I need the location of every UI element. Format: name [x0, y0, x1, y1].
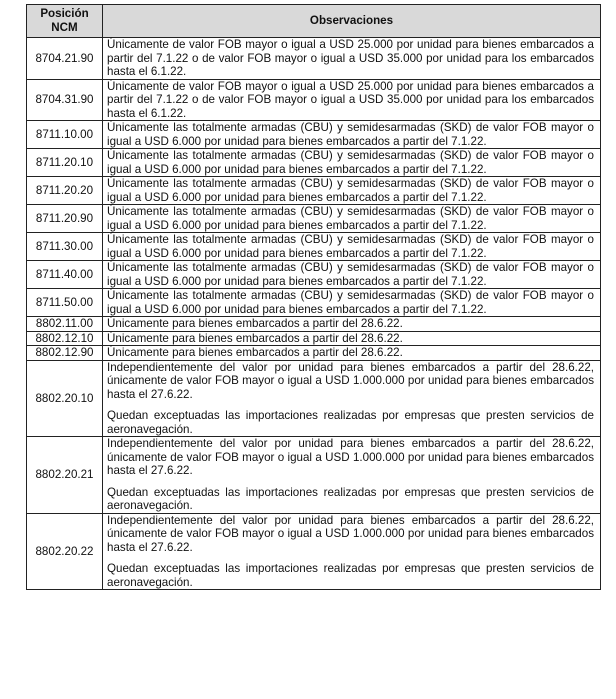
table-row [27, 177, 601, 205]
ncm-code-cell: 8704.21.90 [27, 38, 103, 80]
ncm-code-cell: 8802.20.21 [27, 437, 103, 514]
observation-cell [103, 360, 601, 437]
observation-cell [103, 79, 601, 121]
ncm-code-cell: 8802.11.00 [27, 317, 103, 332]
ncm-code-cell: 8711.20.20 [27, 177, 103, 205]
ncm-code-cell: 8711.40.00 [27, 261, 103, 289]
table-row [27, 233, 601, 261]
ncm-code-cell: 8802.20.22 [27, 513, 103, 590]
observation-note: Quedan exceptuadas las importaciones realizadas por empresas que presten servicios de aeronavegación. [107, 485, 594, 512]
table-header-row [27, 5, 601, 38]
observation-note: Quedan exceptuadas las importaciones realizadas por empresas que presten servicios de aeronavegación. [107, 562, 594, 589]
observation-cell [103, 331, 601, 346]
observation-text: Únicamente para bienes embarcados a partir del 28.6.22. [107, 317, 403, 330]
ncm-code-cell: 8802.12.10 [27, 331, 103, 346]
observation-cell [103, 205, 601, 233]
table-row [27, 331, 601, 346]
ncm-code-cell: 8711.10.00 [27, 121, 103, 149]
header-posicion-line2: NCM [51, 21, 78, 34]
observation-text: Únicamente para bienes embarcados a partir del 28.6.22. [107, 346, 403, 359]
observation-text: Independientemente del valor por unidad para bienes embarcados a partir del 28.6.22, únicamente de valor FOB mayor o igual a USD 1.000.000 por unidad para bienes embarcados hasta el 27.6.22. [107, 513, 594, 554]
table-row [27, 513, 601, 590]
observation-text: Únicamente las totalmente armadas (CBU) y semidesarmadas (SKD) de valor FOB mayor o igual a USD 6.000 por unidad para bienes embarcados a partir del 7.1.22. [107, 121, 594, 148]
table-row [27, 437, 601, 514]
ncm-code-cell: 8704.31.90 [27, 79, 103, 121]
observation-text: Únicamente las totalmente armadas (CBU) y semidesarmadas (SKD) de valor FOB mayor o igual a USD 6.000 por unidad para bienes embarcados a partir del 7.1.22. [107, 289, 594, 316]
observation-cell [103, 513, 601, 590]
observation-cell [103, 149, 601, 177]
observation-text: Únicamente de valor FOB mayor o igual a USD 25.000 por unidad para bienes embarcados a partir del 7.1.22 o de valor FOB mayor o igual a USD 35.000 por unidad para los embarcados hasta el 6.1.22. [107, 79, 594, 120]
observation-text: Independientemente del valor por unidad para bienes embarcados a partir del 28.6.22, únicamente de valor FOB mayor o igual a USD 1.000.000 por unidad para bienes embarcados hasta el 27.6.22. [107, 437, 594, 477]
ncm-code-cell: 8802.12.90 [27, 346, 103, 361]
ncm-code-cell: 8802.20.10 [27, 360, 103, 437]
ncm-code-cell: 8711.20.90 [27, 205, 103, 233]
observation-text: Independientemente del valor por unidad para bienes embarcados a partir del 28.6.22, únicamente de valor FOB mayor o igual a USD 1.000.000 por unidad para bienes embarcados hasta el 27.6.22. [107, 360, 594, 401]
header-posicion-line1: Posición [40, 7, 89, 20]
table-row [27, 79, 601, 121]
observation-text: Únicamente las totalmente armadas (CBU) y semidesarmadas (SKD) de valor FOB mayor o igual a USD 6.000 por unidad para bienes embarcados a partir del 7.1.22. [107, 205, 594, 232]
observation-cell [103, 437, 601, 514]
observation-cell [103, 233, 601, 261]
observation-text: Únicamente de valor FOB mayor o igual a USD 25.000 por unidad para bienes embarcados a partir del 7.1.22 o de valor FOB mayor o igual a USD 35.000 por unidad para los embarcados hasta el 6.1.22. [107, 38, 594, 78]
table-row [27, 289, 601, 317]
observation-cell [103, 346, 601, 361]
table-row [27, 317, 601, 332]
header-observaciones: Observaciones [103, 5, 601, 38]
observation-cell [103, 261, 601, 289]
observation-cell [103, 177, 601, 205]
ncm-code-cell: 8711.30.00 [27, 233, 103, 261]
table-row [27, 38, 601, 80]
ncm-code-cell: 8711.20.10 [27, 149, 103, 177]
observation-cell [103, 317, 601, 332]
observation-cell [103, 38, 601, 80]
observation-note: Quedan exceptuadas las importaciones realizadas por empresas que presten servicios de aeronavegación. [107, 409, 594, 436]
observation-text: Únicamente para bienes embarcados a partir del 28.6.22. [107, 331, 403, 345]
observation-text: Únicamente las totalmente armadas (CBU) y semidesarmadas (SKD) de valor FOB mayor o igual a USD 6.000 por unidad para bienes embarcados a partir del 7.1.22. [107, 233, 594, 260]
ncm-observations-table [26, 4, 601, 590]
header-posicion-ncm [27, 5, 103, 38]
observation-text: Únicamente las totalmente armadas (CBU) y semidesarmadas (SKD) de valor FOB mayor o igual a USD 6.000 por unidad para bienes embarcados a partir del 7.1.22. [107, 149, 594, 176]
table-body [27, 38, 601, 590]
observation-text: Únicamente las totalmente armadas (CBU) y semidesarmadas (SKD) de valor FOB mayor o igual a USD 6.000 por unidad para bienes embarcados a partir del 7.1.22. [107, 261, 594, 288]
table-row [27, 346, 601, 361]
table-row [27, 360, 601, 437]
table-row [27, 121, 601, 149]
table-row [27, 261, 601, 289]
ncm-code-cell: 8711.50.00 [27, 289, 103, 317]
observation-cell [103, 121, 601, 149]
table-row [27, 205, 601, 233]
table-row [27, 149, 601, 177]
observation-cell [103, 289, 601, 317]
observation-text: Únicamente las totalmente armadas (CBU) y semidesarmadas (SKD) de valor FOB mayor o igual a USD 6.000 por unidad para bienes embarcados a partir del 7.1.22. [107, 177, 594, 204]
